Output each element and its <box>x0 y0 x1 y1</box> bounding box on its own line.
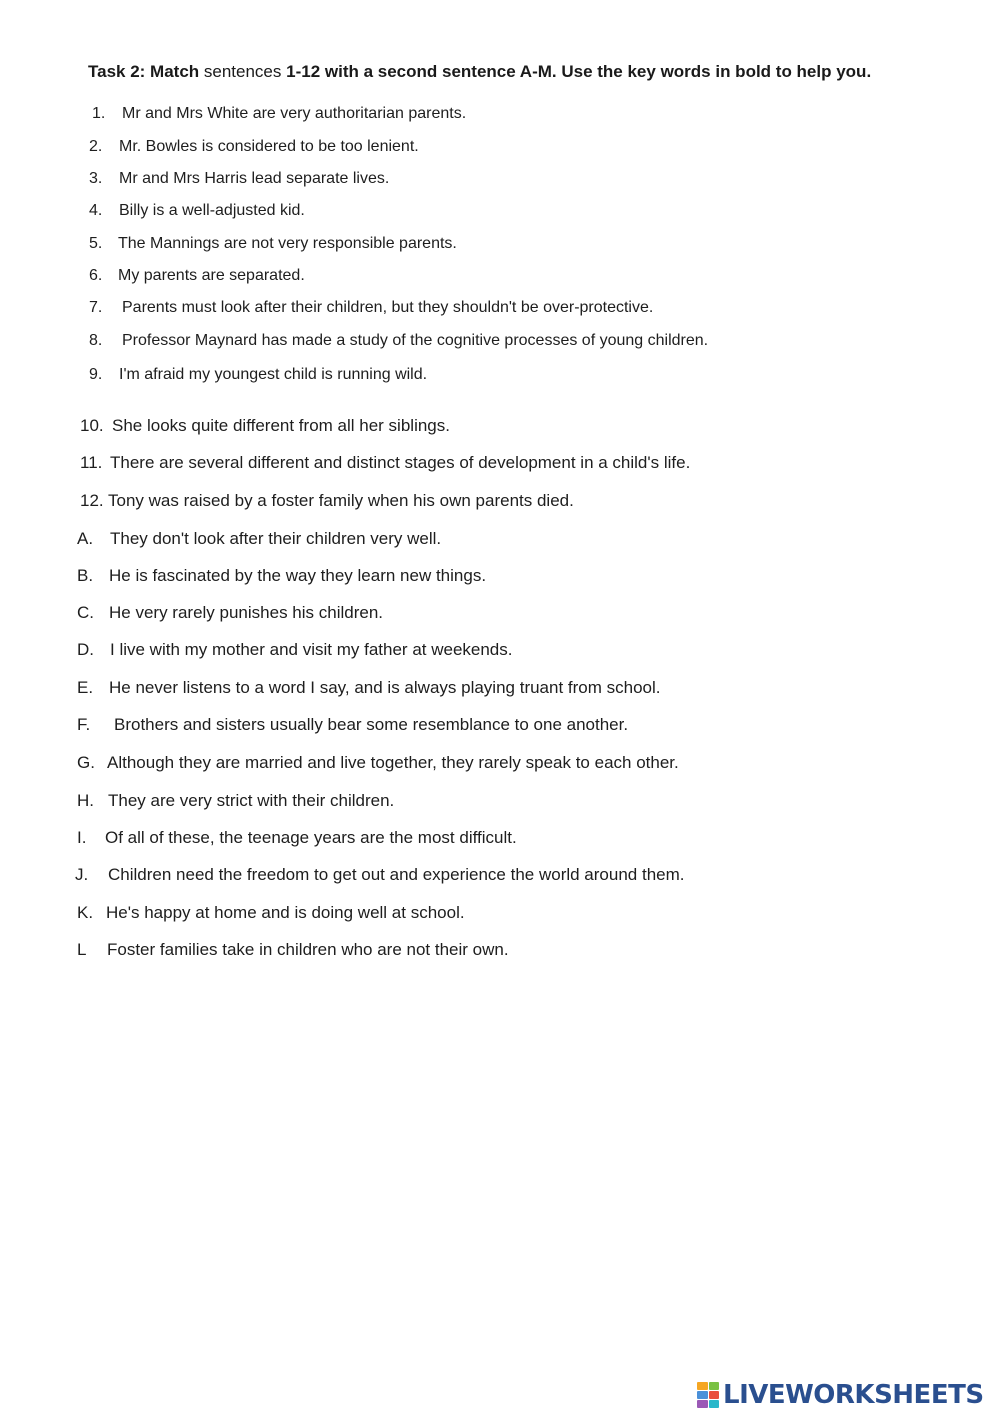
answer-item <box>77 715 628 735</box>
sentence-item <box>89 331 708 351</box>
answer-text: Of all of these, the teenage years are the most difficult. <box>105 828 517 847</box>
sentence-text: I'm afraid my youngest child is running wild. <box>119 366 428 383</box>
sentence-item <box>80 416 450 436</box>
sentence-item <box>89 169 389 189</box>
sentence-item <box>89 201 305 221</box>
answer-letter: K. <box>77 903 94 922</box>
answer-item <box>77 940 509 960</box>
answer-letter: F. <box>77 715 91 734</box>
answer-letter: L <box>77 940 87 959</box>
answer-text: Foster families take in children who are not their own. <box>107 940 509 959</box>
sentence-number: 8. <box>89 332 103 349</box>
sentence-item <box>89 266 305 286</box>
sentence-text: Mr and Mrs White are very authoritarian parents. <box>122 105 467 122</box>
answer-text: Children need the freedom to get out and experience the world around them. <box>108 865 685 884</box>
answer-text: Although they are married and live together, they rarely speak to each other. <box>107 753 679 772</box>
task-instructions-middle: sentences <box>199 62 287 81</box>
sentence-item <box>92 104 466 124</box>
liveworksheets-logo <box>697 1378 984 1412</box>
sentence-text: Mr. Bowles is considered to be too lenient. <box>119 138 419 155</box>
answer-item <box>77 678 661 698</box>
answer-item <box>77 529 441 549</box>
answer-text: He very rarely punishes his children. <box>109 603 384 622</box>
answer-item <box>77 828 517 848</box>
sentence-item <box>89 298 653 318</box>
answer-text: Brothers and sisters usually bear some resemblance to one another. <box>114 715 629 734</box>
answer-item <box>77 753 679 773</box>
answer-letter: I. <box>77 828 87 847</box>
answer-text: They don't look after their children very well. <box>110 529 442 548</box>
sentence-item <box>89 365 427 385</box>
sentence-number: 2. <box>89 138 103 155</box>
sentence-number: 12. <box>80 491 104 510</box>
sentence-item <box>89 234 457 254</box>
answer-letter: C. <box>77 603 94 622</box>
sentence-number: 10. <box>80 416 104 435</box>
sentence-item <box>80 491 574 511</box>
sentence-text: My parents are separated. <box>118 267 305 284</box>
answer-text: I live with my mother and visit my father at weekends. <box>110 640 513 659</box>
liveworksheets-logo-text: LIVEWORKSHEETS <box>723 1380 984 1410</box>
answer-text: He never listens to a word I say, and is always playing truant from school. <box>109 678 661 697</box>
sentence-item <box>89 137 419 157</box>
sentence-text: There are several different and distinct stages of development in a child's life. <box>110 453 691 472</box>
sentence-number: 9. <box>89 366 103 383</box>
sentence-text: She looks quite different from all her siblings. <box>112 416 450 435</box>
answer-letter: H. <box>77 791 94 810</box>
sentence-number: 1. <box>92 105 106 122</box>
answer-letter: G. <box>77 753 95 772</box>
sentence-number: 5. <box>89 235 103 252</box>
answer-letter: A. <box>77 529 94 548</box>
sentence-number: 4. <box>89 202 103 219</box>
answer-text: He's happy at home and is doing well at school. <box>106 903 465 922</box>
sentence-number: 7. <box>89 299 103 316</box>
answer-item <box>77 603 383 623</box>
sentence-number: 3. <box>89 170 103 187</box>
liveworksheets-logo-icon <box>697 1382 719 1408</box>
sentence-text: Tony was raised by a foster family when his own parents died. <box>108 491 574 510</box>
sentence-text: Mr and Mrs Harris lead separate lives. <box>119 170 390 187</box>
sentence-item <box>80 453 690 473</box>
answer-item <box>77 640 513 660</box>
sentence-text: Billy is a well-adjusted kid. <box>119 202 305 219</box>
sentence-text: Parents must look after their children, but they shouldn't be over-protective. <box>122 299 654 316</box>
task-instructions-prefix: Task 2: Match <box>88 62 200 81</box>
answer-item <box>77 566 486 586</box>
answer-text: They are very strict with their children. <box>108 791 395 810</box>
task-instructions <box>88 62 871 82</box>
answer-letter: B. <box>77 566 94 585</box>
answer-item <box>77 903 465 923</box>
answer-text: He is fascinated by the way they learn new things. <box>109 566 487 585</box>
sentence-number: 6. <box>89 267 103 284</box>
task-instructions-suffix: 1-12 with a second sentence A-M. Use the key words in bold to help you. <box>286 62 872 81</box>
answer-letter: D. <box>77 640 94 659</box>
answer-letter: E. <box>77 678 94 697</box>
answer-item <box>75 865 684 885</box>
answer-item <box>77 791 394 811</box>
sentence-text: Professor Maynard has made a study of the cognitive processes of young children. <box>122 332 709 349</box>
sentence-number: 11. <box>80 453 103 472</box>
sentence-text: The Mannings are not very responsible parents. <box>118 235 457 252</box>
answer-letter: J. <box>75 865 89 884</box>
